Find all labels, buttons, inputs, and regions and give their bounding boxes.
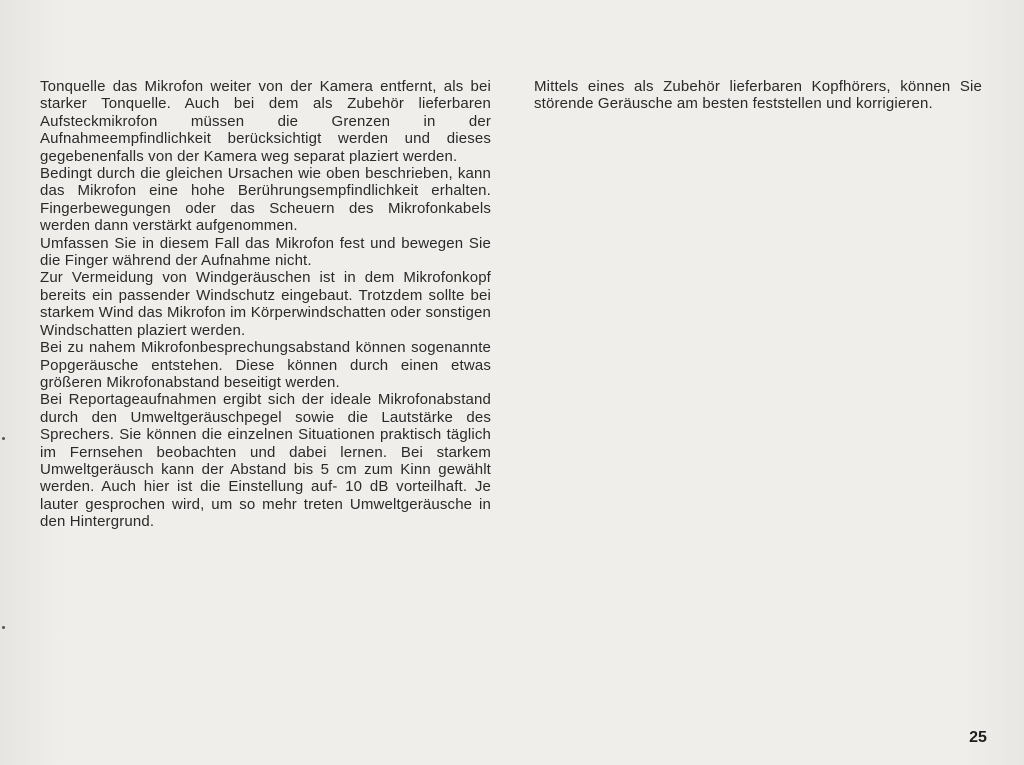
paragraph: Mittels eines als Zubehör lieferbaren Kopfhörers, können Sie störende Geräusche am besten feststellen und korrigieren. xyxy=(534,78,982,113)
left-column xyxy=(40,78,491,531)
paragraph: Bei Reportageaufnahmen ergibt sich der ideale Mikrofonabstand durch den Umweltgeräuschpegel sowie die Lautstärke des Sprechers. Sie können die einzelnen Situationen praktisch täglich im Fernsehen beobachten und dabei lernen. Bei starkem Umweltgeräusch kann der Abstand bis 5 cm zum Kinn gewählt werden. Auch hier ist die Einstellung auf- 10 dB vorteilhaft. Je lauter gesprochen wird, um so mehr treten Umweltgeräusche in den Hintergrund. xyxy=(40,391,491,531)
paragraph: Umfassen Sie in diesem Fall das Mikrofon fest und bewegen Sie die Finger während der Aufnahme nicht. xyxy=(40,234,491,270)
paragraph: Bedingt durch die gleichen Ursachen wie oben beschrieben, kann das Mikrofon eine hohe Berührungsempfindlichkeit erhalten. Fingerbewegungen oder das Scheuern des Mikrofonkabels werden dann verstärkt aufgenommen. xyxy=(40,165,491,235)
page-number: 25 xyxy=(969,729,987,746)
margin-dot xyxy=(2,626,5,629)
right-column xyxy=(534,78,982,113)
paragraph: Zur Vermeidung von Windgeräuschen ist in dem Mikrofonkopf bereits ein passender Windschutz eingebaut. Trotzdem sollte bei starkem Wind das Mikrofon im Körperwindschatten oder sonstigen Windschatten plaziert werden. xyxy=(40,269,491,339)
paragraph: Tonquelle das Mikrofon weiter von der Kamera entfernt, als bei starker Tonquelle. Auch bei dem als Zubehör lieferbaren Aufsteckmikrofon müssen die Grenzen in der Aufnahmeempfindlichkeit berücksichtigt werden und dieses gegebenenfalls von der Kamera weg separat plaziert werden. xyxy=(40,78,491,165)
margin-dot xyxy=(2,437,5,440)
paragraph: Bei zu nahem Mikrofonbesprechungsabstand können sogenannte Popgeräusche entstehen. Diese können durch einen etwas größeren Mikrofonabstand beseitigt werden. xyxy=(40,339,491,391)
